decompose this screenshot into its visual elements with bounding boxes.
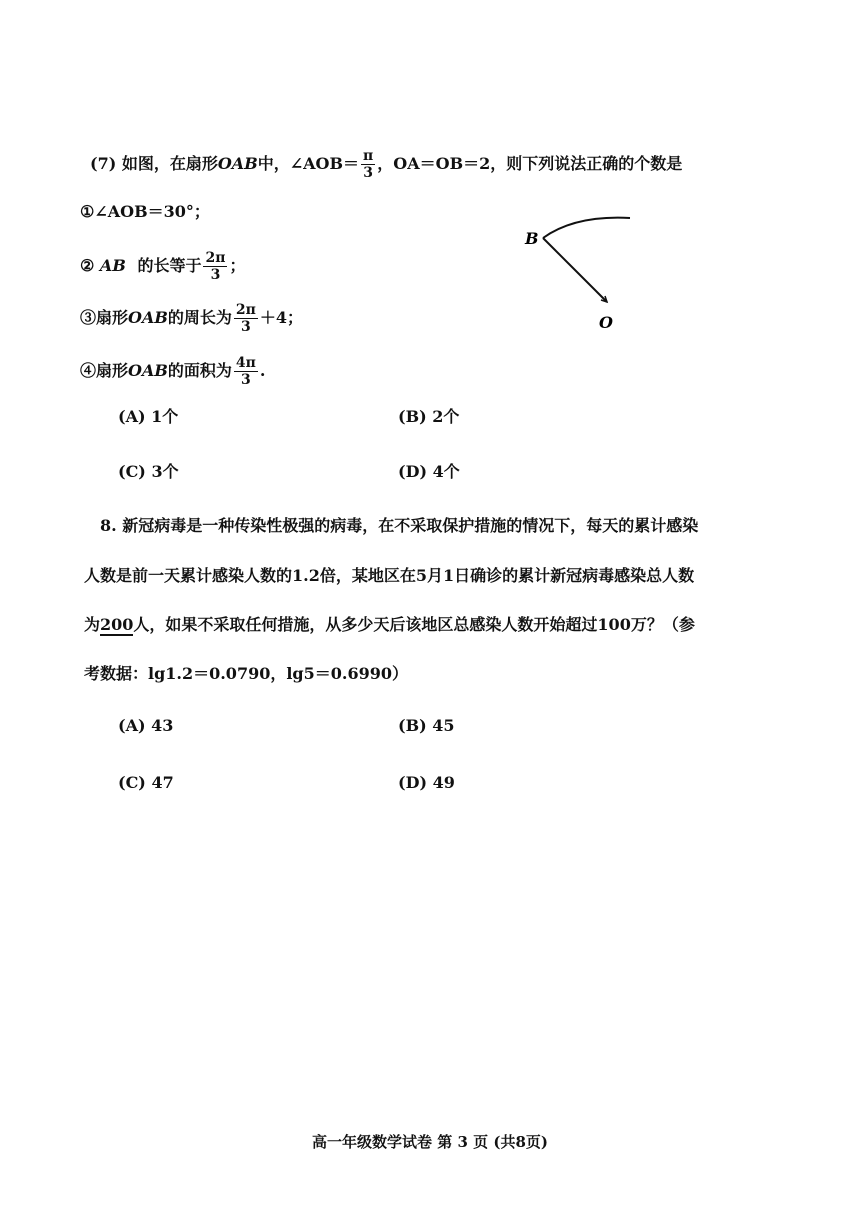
q7-s4-oab: OAB xyxy=(128,361,168,381)
q7-option-d[interactable]: (D) 4个 xyxy=(398,462,460,481)
q7-angle-fraction xyxy=(361,148,375,181)
q7-s2-arc-label: AB xyxy=(99,256,126,276)
q7-s2-num: 2π xyxy=(205,250,226,266)
q7-statement-2 xyxy=(80,250,245,283)
q8-underlined-200: 200 xyxy=(100,615,134,634)
q8-option-a[interactable]: (A) 43 xyxy=(118,716,174,735)
q7-stem-oab: OAB xyxy=(217,154,258,174)
q7-s3-fraction xyxy=(234,302,258,335)
sector-radius-ob xyxy=(543,238,607,302)
sector-figure xyxy=(515,210,645,335)
q8-line-2: 人数是前一天累计感染人数的1.2倍，某地区在5月1日确诊的累计新冠病毒感染总人数 xyxy=(84,566,695,585)
q8-option-b[interactable]: (B) 45 xyxy=(398,716,455,735)
q7-s4-end: . xyxy=(259,361,266,381)
q7-stem-mid: 中，∠AOB＝ xyxy=(257,154,360,174)
q7-stem-lead: (7) 如图，在扇形 xyxy=(90,154,218,174)
q8-option-d[interactable]: (D) 49 xyxy=(398,773,455,792)
q7-option-b[interactable]: (B) 2个 xyxy=(398,407,460,426)
q7-s4-den: 3 xyxy=(241,372,251,389)
q7-statement-3 xyxy=(80,302,303,335)
q7-s3-end: ＋4； xyxy=(259,308,304,328)
q7-s2-den: 3 xyxy=(210,267,221,284)
q7-angle-num: π xyxy=(363,148,374,164)
q7-s3-num: 2π xyxy=(235,302,256,318)
q7-option-a[interactable]: (A) 1个 xyxy=(118,407,179,426)
q7-s2-arc xyxy=(100,256,126,275)
q7-s4-pre: ④扇形 xyxy=(80,361,129,381)
q7-s2-end: ； xyxy=(229,256,246,276)
q7-s3-oab: OAB xyxy=(128,308,168,328)
q7-s3-den: 3 xyxy=(241,319,251,336)
q8-line-4: 考数据：lg1.2＝0.0790，lg5＝0.6990） xyxy=(84,664,408,683)
q7-s2-pre: ② xyxy=(80,256,95,276)
q7-stem xyxy=(90,148,682,181)
q7-s4-mid: 的面积为 xyxy=(167,361,232,381)
label-o: O xyxy=(599,313,613,332)
q8-line-3 xyxy=(84,617,695,633)
q7-stem-tail: ，OA＝OB＝2，则下列说法正确的个数是 xyxy=(377,154,683,174)
q8-option-c[interactable]: (C) 47 xyxy=(118,773,174,792)
q7-s2-fraction xyxy=(203,250,227,283)
sector-arc xyxy=(543,218,630,238)
q7-s3-pre: ③扇形 xyxy=(80,308,129,328)
q7-statement-4 xyxy=(80,355,265,388)
q7-s3-mid: 的周长为 xyxy=(167,308,232,328)
q7-angle-den: 3 xyxy=(363,165,374,182)
q8-line-3-rest: 人，如果不采取任何措施，从多少天后该地区总感染人数开始超过100万？（参 xyxy=(133,615,695,634)
q7-option-c[interactable]: (C) 3个 xyxy=(118,462,179,481)
label-b: B xyxy=(525,229,539,248)
page-footer: 高一年级数学试卷 第 3 页 (共8页) xyxy=(312,1133,548,1151)
q7-s2-mid: 的长等于 xyxy=(137,256,202,276)
q7-s4-fraction xyxy=(234,355,258,388)
q8-line-3-pre: 为 xyxy=(84,615,101,634)
q7-s4-num: 4π xyxy=(235,355,256,371)
q7-statement-1: ①∠AOB＝30°； xyxy=(80,202,210,221)
q8-line-1: 8. 新冠病毒是一种传染性极强的病毒，在不采取保护措施的情况下，每天的累计感染 xyxy=(100,516,699,535)
